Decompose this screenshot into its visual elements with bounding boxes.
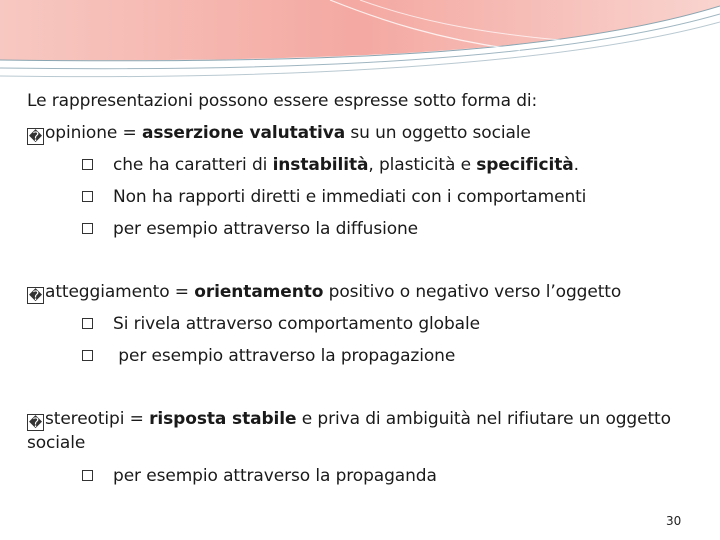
subitem-bold: instabilità	[272, 155, 369, 175]
checkbox-bullet-icon	[82, 191, 93, 202]
subitem-text: , plasticità e	[368, 155, 477, 175]
subitem-text: Non ha rapporti diretti e immediati con i comportamenti	[113, 187, 587, 207]
definition-rest: su un oggetto sociale	[345, 123, 531, 143]
intro-text: Le rappresentazioni possono essere espresse sotto forma di:	[27, 91, 538, 111]
subitem	[82, 313, 480, 335]
subitem-text: Si rivela attraverso comportamento globale	[113, 314, 480, 334]
bullet-icon: �	[28, 289, 43, 304]
checkbox-bullet-icon	[82, 318, 93, 329]
equals-sign: =	[124, 409, 150, 429]
subitem	[82, 465, 437, 487]
subitem-bold: specificità	[476, 155, 574, 175]
definition-rest: e priva di ambiguità nel rifiutare un oggetto	[296, 409, 671, 429]
checkbox-bullet-icon	[82, 350, 93, 361]
section-atteggiamento	[27, 281, 621, 304]
term-label: opinione	[45, 123, 118, 143]
definition-bold: risposta stabile	[149, 409, 297, 429]
definition-bold: orientamento	[194, 282, 324, 302]
subitem-text: che ha caratteri di	[113, 155, 273, 175]
subitem	[82, 218, 418, 240]
section-opinione	[27, 122, 531, 145]
subitem-text: per esempio attraverso la propaganda	[113, 466, 437, 486]
checkbox-bullet-icon	[82, 470, 93, 481]
definition-rest: positivo o negativo verso l’oggetto	[323, 282, 622, 302]
subitem-text: .	[573, 155, 579, 175]
section-stereotipi	[27, 408, 671, 431]
subitem-text: per esempio attraverso la diffusione	[113, 219, 419, 239]
term-label: stereotipi	[45, 409, 125, 429]
subitem	[82, 186, 586, 208]
term-label: atteggiamento	[45, 282, 170, 302]
checkbox-bullet-icon	[82, 159, 93, 170]
definition-continuation: sociale	[27, 433, 86, 453]
checkbox-bullet-icon	[82, 223, 93, 234]
page-number: 30	[666, 514, 682, 528]
equals-sign: =	[169, 282, 195, 302]
subitem	[82, 345, 455, 367]
subitem	[82, 154, 579, 176]
decorative-header-band	[0, 0, 720, 90]
bullet-icon: �	[28, 130, 43, 145]
definition-bold: asserzione valutativa	[142, 123, 346, 143]
equals-sign: =	[117, 123, 143, 143]
subitem-text: per esempio attraverso la propagazione	[113, 346, 456, 366]
bullet-icon: �	[28, 416, 43, 431]
